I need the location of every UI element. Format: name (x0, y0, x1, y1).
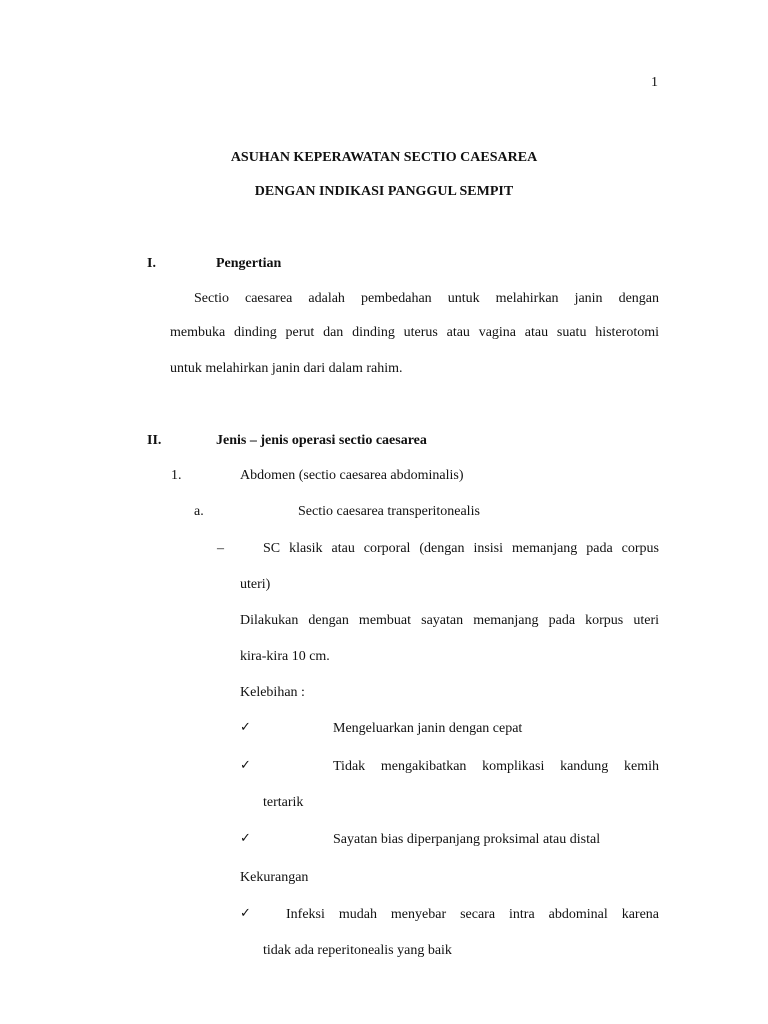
section-1-paragraph-line-1: Sectio caesarea adalah pembedahan untuk melahirkan janin dengan (194, 291, 659, 306)
section-2-heading: Jenis – jenis operasi sectio caesarea (216, 433, 427, 448)
kelebihan-item-1: Mengeluarkan janin dengan cepat (333, 721, 523, 736)
section-1-paragraph-line-3: untuk melahirkan janin dari dalam rahim. (170, 361, 403, 376)
check-mark-icon: ✓ (240, 720, 251, 735)
description-line-2: kira-kira 10 cm. (240, 649, 330, 664)
section-1-heading: Pengertian (216, 256, 282, 271)
item-1-number: 1. (171, 468, 182, 483)
dash-item-line-2: uteri) (240, 577, 271, 592)
description-line-1: Dilakukan dengan membuat sayatan memanjang pada korpus uteri (240, 613, 659, 628)
check-mark-icon: ✓ (240, 831, 251, 846)
page-number: 1 (651, 75, 658, 90)
title-line-2: DENGAN INDIKASI PANGGUL SEMPIT (254, 184, 514, 199)
dash-bullet: – (217, 541, 224, 556)
kelebihan-item-3: Sayatan bias diperpanjang proksimal atau distal (333, 832, 601, 847)
kekurangan-item-1: Infeksi mudah menyebar secara intra abdominal karena (286, 907, 659, 922)
item-1-text: Abdomen (sectio caesarea abdominalis) (240, 468, 464, 483)
kekurangan-label: Kekurangan (240, 870, 309, 885)
title-line-1: ASUHAN KEPERAWATAN SECTIO CAESAREA (230, 150, 538, 165)
section-2-numeral: II. (147, 433, 162, 448)
kelebihan-item-2-continued: tertarik (263, 795, 304, 810)
check-mark-icon: ✓ (240, 906, 251, 921)
kelebihan-label: Kelebihan : (240, 685, 305, 700)
sub-item-a-text: Sectio caesarea transperitonealis (298, 504, 480, 519)
section-1-numeral: I. (147, 256, 156, 271)
kelebihan-item-2: Tidak mengakibatkan komplikasi kandung kemih (333, 759, 659, 774)
dash-item-line-1: SC klasik atau corporal (dengan insisi memanjang pada corpus (263, 541, 659, 556)
section-1-paragraph-line-2: membuka dinding perut dan dinding uterus atau vagina atau suatu histerotomi (170, 325, 659, 340)
check-mark-icon: ✓ (240, 758, 251, 773)
kekurangan-item-1-continued: tidak ada reperitonealis yang baik (263, 943, 452, 958)
sub-item-a-letter: a. (194, 504, 204, 519)
